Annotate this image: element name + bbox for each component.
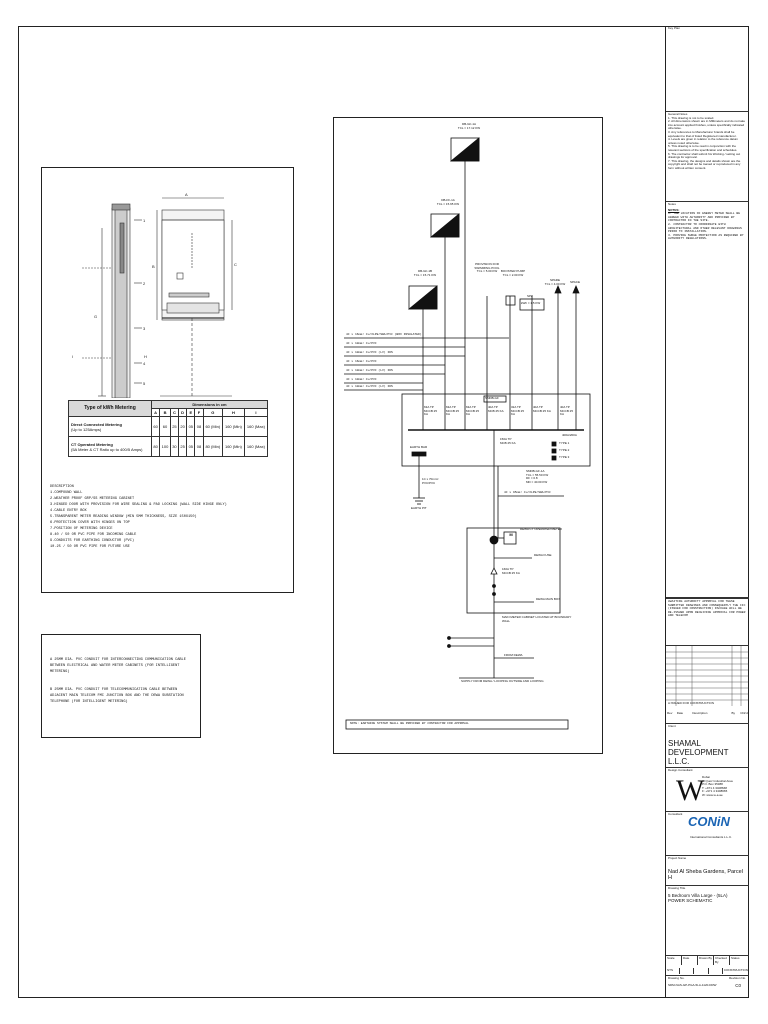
breaker-label: 32A TP MCCB 25 KA <box>511 405 525 417</box>
spare-label: SPARE TCL = 4.00 KW <box>544 278 566 286</box>
svg-text:C: C <box>234 262 237 267</box>
meter-cabinet-elevation-drawing <box>42 168 293 398</box>
svg-text:1: 1 <box>143 218 146 223</box>
table-cell: CONSTRUCTION <box>723 968 748 973</box>
feeder-cable-4: 4C x 16mm² Cu/PVC <box>346 360 377 363</box>
client-label: Client <box>668 724 676 728</box>
kwh-rating: kWh = 1.5 KW <box>521 301 541 305</box>
booster-pump-box <box>506 296 515 305</box>
svg-text:4: 4 <box>143 361 146 366</box>
table-cell: 25 <box>170 417 178 437</box>
key-plan-label: Key Plan <box>668 26 681 30</box>
table-cell <box>709 968 723 974</box>
list-item: 2. CONTRACTOR TO COORDINATE WITH ARCHITECTURAL AND OTHER RELEVANT DRAWINGS PRIOR TO INSTALLATION. <box>668 222 742 234</box>
smdb-load-summary: SMDB-GF-1A TCL = 55.50 KW DF = 0.8 MD = 40.00 KW <box>526 469 549 484</box>
revision-row: A ISSUED FOR CONSTRUCTION <box>668 701 715 705</box>
notes-heading: NOTES: <box>668 207 680 212</box>
fuse-label: DEWA FUSE <box>534 553 552 557</box>
list-item: 1. THE LOCATION OF ENERGY METER SHALL BE AGREED WITH AUTHORITY AND PROVIDED BY CONTRACTOR IN THE SITE. <box>668 212 741 223</box>
meter-cabinet-detail-panel <box>41 167 294 593</box>
meta-header-row <box>666 956 749 965</box>
column-header: By <box>731 711 735 715</box>
row-title: Direct Connected Metering <box>71 421 122 427</box>
space-label: SPACE <box>570 280 580 284</box>
smdb-label: SMDB-GF <box>485 396 499 400</box>
list-item: 4. Levels are given in relation to the reference datum unless noted otherwise. <box>668 137 739 145</box>
table-cell <box>680 968 694 974</box>
notes-label: Notes <box>668 202 676 206</box>
meter-dimension-table <box>68 400 268 457</box>
consultant-subtitle: International Consultants L.L.C. <box>690 835 733 839</box>
approval-text-block: AWAITING AUTHORITY APPROVAL FOR THESE SUBMITTED DRAWINGS AND CONSEQUENTLY THE IFC (ISSUED FOR CONSTRUCTION) PACKAGE WILL BE RE-ISSUED UPON RECEIVING APPROVAL FOR POWER AND TELECOM <box>668 600 746 618</box>
earth-bar <box>412 452 426 456</box>
drawing-meta-block <box>666 956 749 976</box>
column-header: Rev <box>667 711 673 715</box>
table-cell: 160 (Min) <box>223 437 245 457</box>
table-cell: 05 <box>187 437 195 457</box>
drawing-number-label: Drawing No. <box>668 976 685 980</box>
table-cell: 160 (Max) <box>244 417 267 437</box>
db-top-label: DB-GF-1A TCL = 17.12 KW <box>457 122 481 130</box>
list-item: 1. This drawing is not to be scaled. <box>668 115 715 120</box>
column-header: H <box>223 409 245 417</box>
feeder-cable-7: 4C x 10mm² Cu/PVC (LV) IDS <box>346 385 393 388</box>
incomer-label: 150A TP MCB 25 KA <box>500 437 516 445</box>
table-cell: 08 <box>195 437 203 457</box>
drawing-title-block <box>666 886 749 956</box>
revision-header-row <box>666 712 749 716</box>
list-item: 7. This drawing, the designs and details shown are the copyright and shall not be loaned or reproduced in any form without written consent. <box>668 158 741 170</box>
column-header: Chk'd <box>740 711 748 715</box>
legend-type-2 <box>552 449 556 453</box>
list-item: 5.TRANSPARENT METER READING WINDOW (MIN 5MM THICKNESS, SIZE 150X150) <box>50 515 197 519</box>
list-item: 3. Any references to Manufacturer brands shall be equivalent to that of listed Registered manufacturer. <box>668 129 737 138</box>
list-item: 6. The contractor shall submit his Working / setting out drawings for approval. <box>668 151 741 160</box>
spp-label: SPP <box>527 294 534 298</box>
conduit-note-b: B 25MM DIA. PVC CONDUIT FOR TELECOMMUNICATION CABLE BETWEEN ADJACENT MAIN TELECOM FMC JUNCTION BOX AND THE DEWA SUBSTATION TELEPHONE (FOR INTELLIGENT METERING) <box>50 688 184 704</box>
legend-type-1-label: TYPE 1 <box>559 441 570 445</box>
list-item: 7.POSITION OF METERING DEVICE <box>50 527 113 531</box>
drawing-number: SDM-NAS-GP-PGA-5LA-1120-DRW <box>668 982 717 987</box>
breaker-label: 40A TP MCCB 25 KA <box>560 405 574 417</box>
breaker-label: 63A TP MCCB 25 KA <box>466 405 480 417</box>
feeder-cable-1: 4C x 16mm² Cu/XLPE/SWA/PVC (BOX INSULATED) <box>346 333 422 336</box>
table-cell: 160 (Min) <box>223 417 245 437</box>
earth-cable-label: 1C x 70mm² PVC/PVC <box>422 477 439 485</box>
db-low-label: DB-GF-1B TCL = 15.71 KW <box>413 269 437 277</box>
column-header: F <box>195 409 203 417</box>
column-header: Status <box>731 956 740 960</box>
table-cell: 25 <box>179 437 187 457</box>
list-item: 1.COMPOUND WALL <box>50 491 83 495</box>
meter-symbol: M <box>509 532 513 537</box>
general-notes-label: General Notes <box>668 112 688 116</box>
design-consultant-block <box>666 768 749 812</box>
table-cell: 30 <box>170 437 178 457</box>
power-schematic-panel <box>333 117 603 754</box>
project-name: Nad Al Sheba Gardens, Parcel H <box>668 868 743 881</box>
conduit-note-a: A 25MM DIA. PVC CONDUIT FOR INTERCONNECTING COMMUNICATION CABLE BETWEEN ELECTRICAL AND WATER METER CABINETS (FOR INTELLIGENT METERING) <box>50 658 186 674</box>
revision-grid <box>666 646 749 706</box>
svg-text:G: G <box>94 314 98 319</box>
consultant-label: Consultant <box>668 812 683 816</box>
list-item: DESCRIPTION <box>50 485 74 489</box>
column-header: Description <box>692 711 708 715</box>
column-header: G <box>203 409 222 417</box>
booster-pump-label: BOOSTER PUMP TCL = 2.00 KW <box>500 269 526 277</box>
drawing-title-label: Drawing Title <box>668 886 686 890</box>
swimming-pool-label: PROVISION FOR SWIMMING POOL TCL = 5.00 KW <box>474 262 500 274</box>
earth-pit-label: EARTH PIT <box>411 506 427 510</box>
breaker-label: 63A TP MCCB 25 KA <box>446 405 460 417</box>
client-block <box>666 724 749 768</box>
main-breaker-label: 160A TP MCCB 25 KA <box>502 567 520 575</box>
design-consultant-logo: W <box>676 774 705 807</box>
legend-type-2-label: TYPE 2 <box>559 448 570 452</box>
row-subtitle: (Up to 125Amps) <box>71 426 102 432</box>
row-subtitle: (5A Meter & CT Ratio up to 400/5 Amps) <box>71 446 143 452</box>
legend-type-3 <box>552 456 556 460</box>
table-cell: 100 <box>160 437 171 457</box>
drawing-title-line-2: POWER SCHEMATIC <box>668 898 713 904</box>
column-header: Drawn By <box>698 956 714 965</box>
revision-number-label: Revision No. <box>728 976 746 980</box>
legend-type-1 <box>552 442 556 446</box>
table-cell: 60 (Min) <box>203 417 222 437</box>
list-item: 10.25 / 50 OR PVC PIPE FOR FUTURE USE <box>50 545 130 549</box>
feeder-cable-5: 4C x 10mm² Cu/PVC (LV) IDS <box>346 369 393 372</box>
title-block <box>665 26 749 998</box>
meter-label: DEWA CT OPERATED METER <box>520 527 562 531</box>
feeder-cable-6: 4C x 10mm² Cu/PVC <box>346 378 377 381</box>
list-item: 5. This drawing is to be read in conjunction with the relevant sections of the specification and schedules. <box>668 144 738 152</box>
table-row <box>69 437 268 457</box>
list-item: 2. All dimensions shown are in Millimeters and do not take into account applied finishes, unless specifically indicated otherwise. <box>668 119 746 131</box>
meta-value-row <box>666 968 749 974</box>
drawing-number-block <box>666 976 749 998</box>
column-header: E <box>187 409 195 417</box>
legend-type-3-label: TYPE 3 <box>559 455 570 459</box>
supply-cable-label: FROM DEWA <box>504 653 523 657</box>
revision-table <box>666 646 749 724</box>
table-type-header: Type of kWh Metering <box>69 401 152 417</box>
supply-label: SUPPLY FROM DEWA / LOOPING OUTSIDE AND LOOPING <box>461 679 544 683</box>
column-header: B <box>160 409 171 417</box>
drawing-title-line-1: 5 Bedroom Villa Large - (5LA) <box>668 892 728 898</box>
table-cell: 80 <box>152 437 160 457</box>
main-box-label: DEWA MAIN BOX <box>536 597 561 601</box>
svg-text:A: A <box>185 192 188 197</box>
list-item: 3. PROVIDE SURGE PROTECTION AS REQUIRED BY AUTHORITY REGULATIONS. <box>668 233 744 241</box>
design-consultant-info: Dubai Al Quoz Industrial Area P.O. Box 35388 T: +971 4 3408668 F: +971 4 3408665 W: www.w-a.ae <box>702 775 733 797</box>
schematic-note: NOTE: EARTHING SYSTEM SHALL BE PROVIDED BY CONTRACTOR FOR APPROVAL <box>350 722 469 725</box>
table-row <box>69 417 268 437</box>
svg-text:5: 5 <box>143 381 146 386</box>
project-label: Project Name <box>668 856 687 860</box>
column-header: Date <box>676 711 684 715</box>
column-header: C <box>170 409 178 417</box>
column-header: I <box>244 409 267 417</box>
table-cell: 05 <box>187 417 195 437</box>
breaker-label: 63A TP MCCB 25 KA <box>424 405 438 417</box>
cabinet-label: MAIN METER CABINET LOCATED AT BOUNDARY WALL <box>502 615 572 623</box>
notes <box>666 202 749 598</box>
earth-bar-label: EARTH BAR <box>410 445 428 449</box>
list-item: 3.HINGED DOOR WITH PROVISION FOR WIRE SEALING & PAD LOCKING (WALL SIDE HINGE ONLY) <box>50 503 227 507</box>
column-header: A <box>152 409 160 417</box>
table-dimension-header: Dimensions in cm <box>152 401 268 409</box>
db-mid-label: DB-FF-1A TCL = 15.65 KW <box>436 198 460 206</box>
breaker-label: 40A TP MCB 25 KA <box>488 405 504 413</box>
conduit-notes-panel <box>41 634 201 738</box>
main-cable-label: 4C x 95mm² Cu/XLPE/SWA/PVC <box>504 491 551 494</box>
revision-number: C0 <box>735 983 741 988</box>
svg-text:3: 3 <box>143 326 146 331</box>
design-consultant-label: Design Consultant <box>668 768 693 772</box>
table-cell <box>694 968 708 974</box>
table-cell: 20 <box>179 417 187 437</box>
feeder-cable-2: 4C x 10mm² Cu/PVC <box>346 342 377 345</box>
consultant-logo: CONiN <box>688 814 730 829</box>
list-item: 9.CONDUITS FOR EARTHING CONDUCTOR (PVC) <box>50 539 135 543</box>
row-title: CT Operated Metering <box>71 441 113 447</box>
approval-stamp <box>666 598 749 646</box>
column-header: Scale <box>666 956 682 965</box>
column-header: Checked By <box>714 956 730 965</box>
list-item: 6.PROTECTION COVER WITH HINGES ON TOP <box>50 521 130 525</box>
svg-text:B: B <box>152 264 155 269</box>
busbar-rating: 400A/200A <box>562 433 577 437</box>
general-notes <box>666 112 749 202</box>
list-item: 4.CABLE ENTRY BOX <box>50 509 87 513</box>
breaker-label: 40A TP MCCB 25 KA <box>533 405 551 413</box>
current-transformer <box>490 536 498 544</box>
svg-text:H: H <box>144 354 147 359</box>
table-cell: 160 (Max) <box>244 437 267 457</box>
feeder-cable-3: 4C x 10mm² Cu/PVC (LV) IDS <box>346 351 393 354</box>
meter-description-list <box>50 484 285 550</box>
table-cell: 80 (Min) <box>203 437 222 457</box>
list-item: 8.40 / 50 OR PVC PIPE FOR INCOMING CABLE <box>50 533 137 537</box>
column-header: Date <box>682 956 698 965</box>
table-cell: 60 <box>160 417 171 437</box>
client-name: SHAMAL DEVELOPMENT L.L.C. <box>668 738 729 766</box>
list-item: 2.WEATHER PROOF GRP/SS METERING CABINET <box>50 497 135 501</box>
table-cell: 60 <box>152 417 160 437</box>
key-plan <box>666 26 749 112</box>
table-cell: NTS <box>666 968 680 974</box>
project-block <box>666 856 749 886</box>
column-header: D <box>179 409 187 417</box>
table-cell: 08 <box>195 417 203 437</box>
svg-text:2: 2 <box>143 281 146 286</box>
svg-text:I: I <box>72 354 74 359</box>
consultant-block <box>666 812 749 856</box>
